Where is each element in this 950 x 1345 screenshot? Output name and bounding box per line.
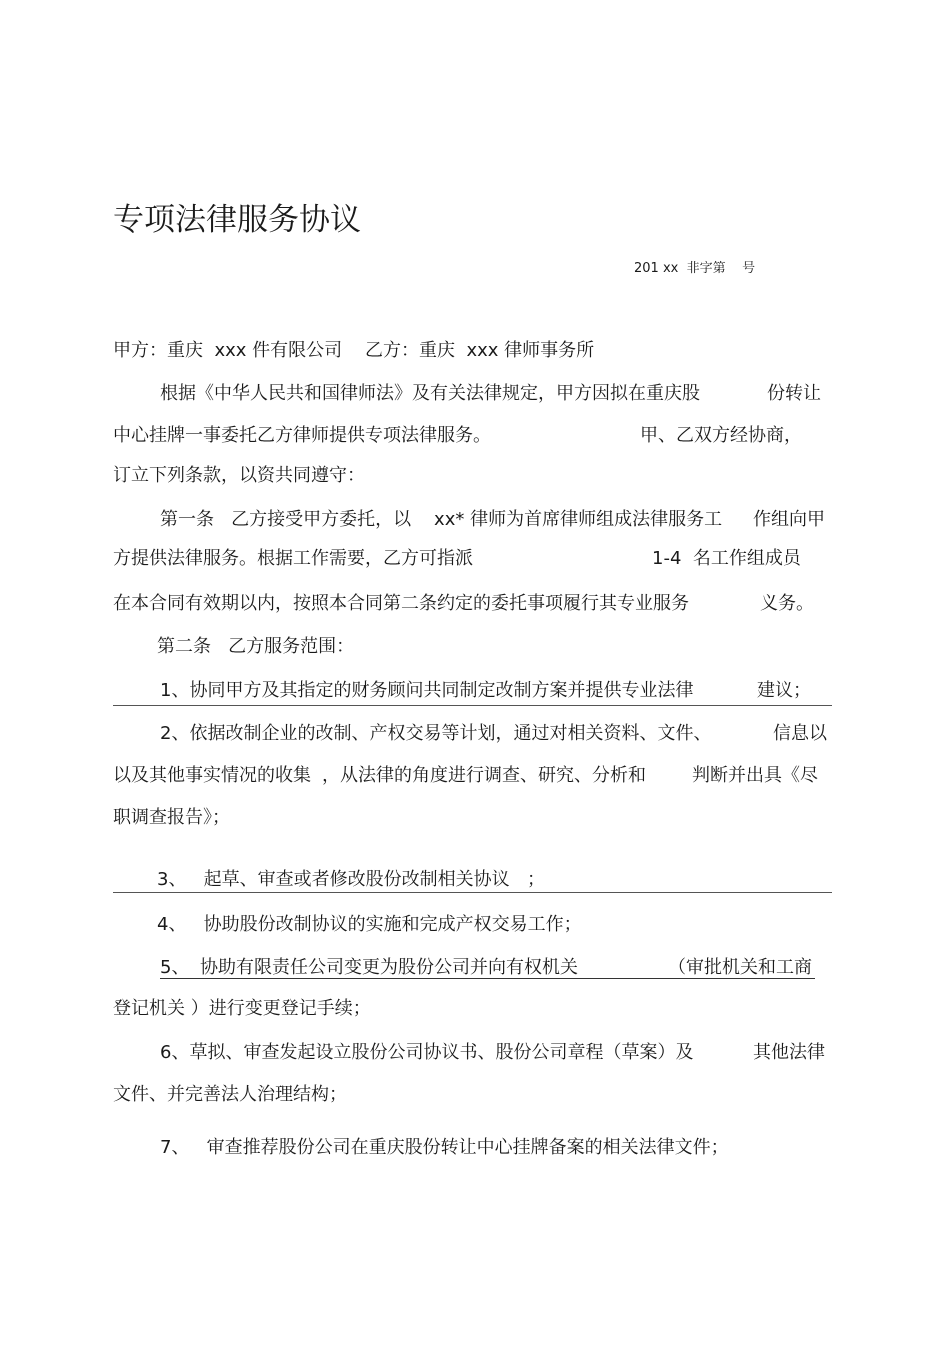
- article1-line-1: 第一条 乙方接受甲方委托，以 xx* 律师为首席律师组成法律服务工: [160, 509, 723, 530]
- item-2-tail: 信息以: [773, 723, 827, 744]
- item-3-tail: ；: [527, 869, 545, 890]
- item-2-line-2: 以及其他事实情况的收集: [113, 765, 311, 786]
- item-6-line-2: 文件、并完善法人治理结构；: [113, 1084, 347, 1105]
- item-5-line-2: 登记机关 ）进行变更登记手续；: [113, 998, 371, 1019]
- item-7: 7、 审查推荐股份公司在重庆股份转让中心挂牌备案的相关法律文件；: [160, 1137, 729, 1158]
- table-rule: [113, 892, 832, 893]
- item-6: 6、草拟、审查发起设立股份公司协议书、股份公司章程（草案）及: [160, 1042, 694, 1063]
- article1-line-2-tail: 1-4 名工作组成员: [652, 548, 801, 569]
- item-5-tail: （审批机关和工商: [668, 957, 812, 978]
- item-2-line-2-tail: 判断并出具《尽: [692, 765, 818, 786]
- preamble-line-3: 订立下列条款，以资共同遵守：: [113, 465, 365, 486]
- item-2-line-2-mid: ，从法律的角度进行调查、研究、分析和: [322, 765, 646, 786]
- parties-line: 甲方：重庆 xxx 件有限公司 乙方：重庆 xxx 律师事务所: [113, 340, 595, 361]
- article1-line-1-tail: 作组向甲: [753, 509, 825, 530]
- item-5-number: 5、: [160, 957, 190, 978]
- item-4: 4、 协助股份改制协议的实施和完成产权交易工作；: [157, 914, 582, 935]
- item-1-tail: 建议；: [757, 680, 811, 701]
- article1-line-2: 方提供法律服务。根据工作需要，乙方可指派: [113, 548, 473, 569]
- item-1: 1、协同甲方及其指定的财务顾问共同制定改制方案并提供专业法律: [160, 680, 694, 701]
- item-2-line-3: 职调查报告》；: [113, 807, 230, 828]
- article1-line-3: 在本合同有效期以内，按照本合同第二条约定的委托事项履行其专业服务: [113, 593, 689, 614]
- preamble-line-2: 中心挂牌一事委托乙方律师提供专项法律服务。: [113, 425, 491, 446]
- item-5-underline: [160, 978, 815, 979]
- item-6-tail: 其他法律: [753, 1042, 825, 1063]
- article2-heading: 第二条 乙方服务范围：: [157, 636, 355, 657]
- item-5: 协助有限责任公司变更为股份公司并向有权机关: [200, 957, 578, 978]
- item-3: 3、 起草、审查或者修改股份改制相关协议: [157, 869, 510, 890]
- article1-line-3-tail: 义务。: [760, 593, 814, 614]
- table-rule: [113, 705, 832, 706]
- preamble-line-1-tail: 份转让: [767, 383, 821, 404]
- document-number: 201 xx 非字第 号: [634, 261, 756, 276]
- preamble-line-1: 根据《中华人民共和国律师法》及有关法律规定，甲方因拟在重庆股: [160, 383, 700, 404]
- item-2: 2、依据改制企业的改制、产权交易等计划，通过对相关资料、文件、: [160, 723, 712, 744]
- document-title: 专项法律服务协议: [113, 202, 361, 238]
- preamble-line-2-tail: 甲、乙双方经协商，: [640, 425, 802, 446]
